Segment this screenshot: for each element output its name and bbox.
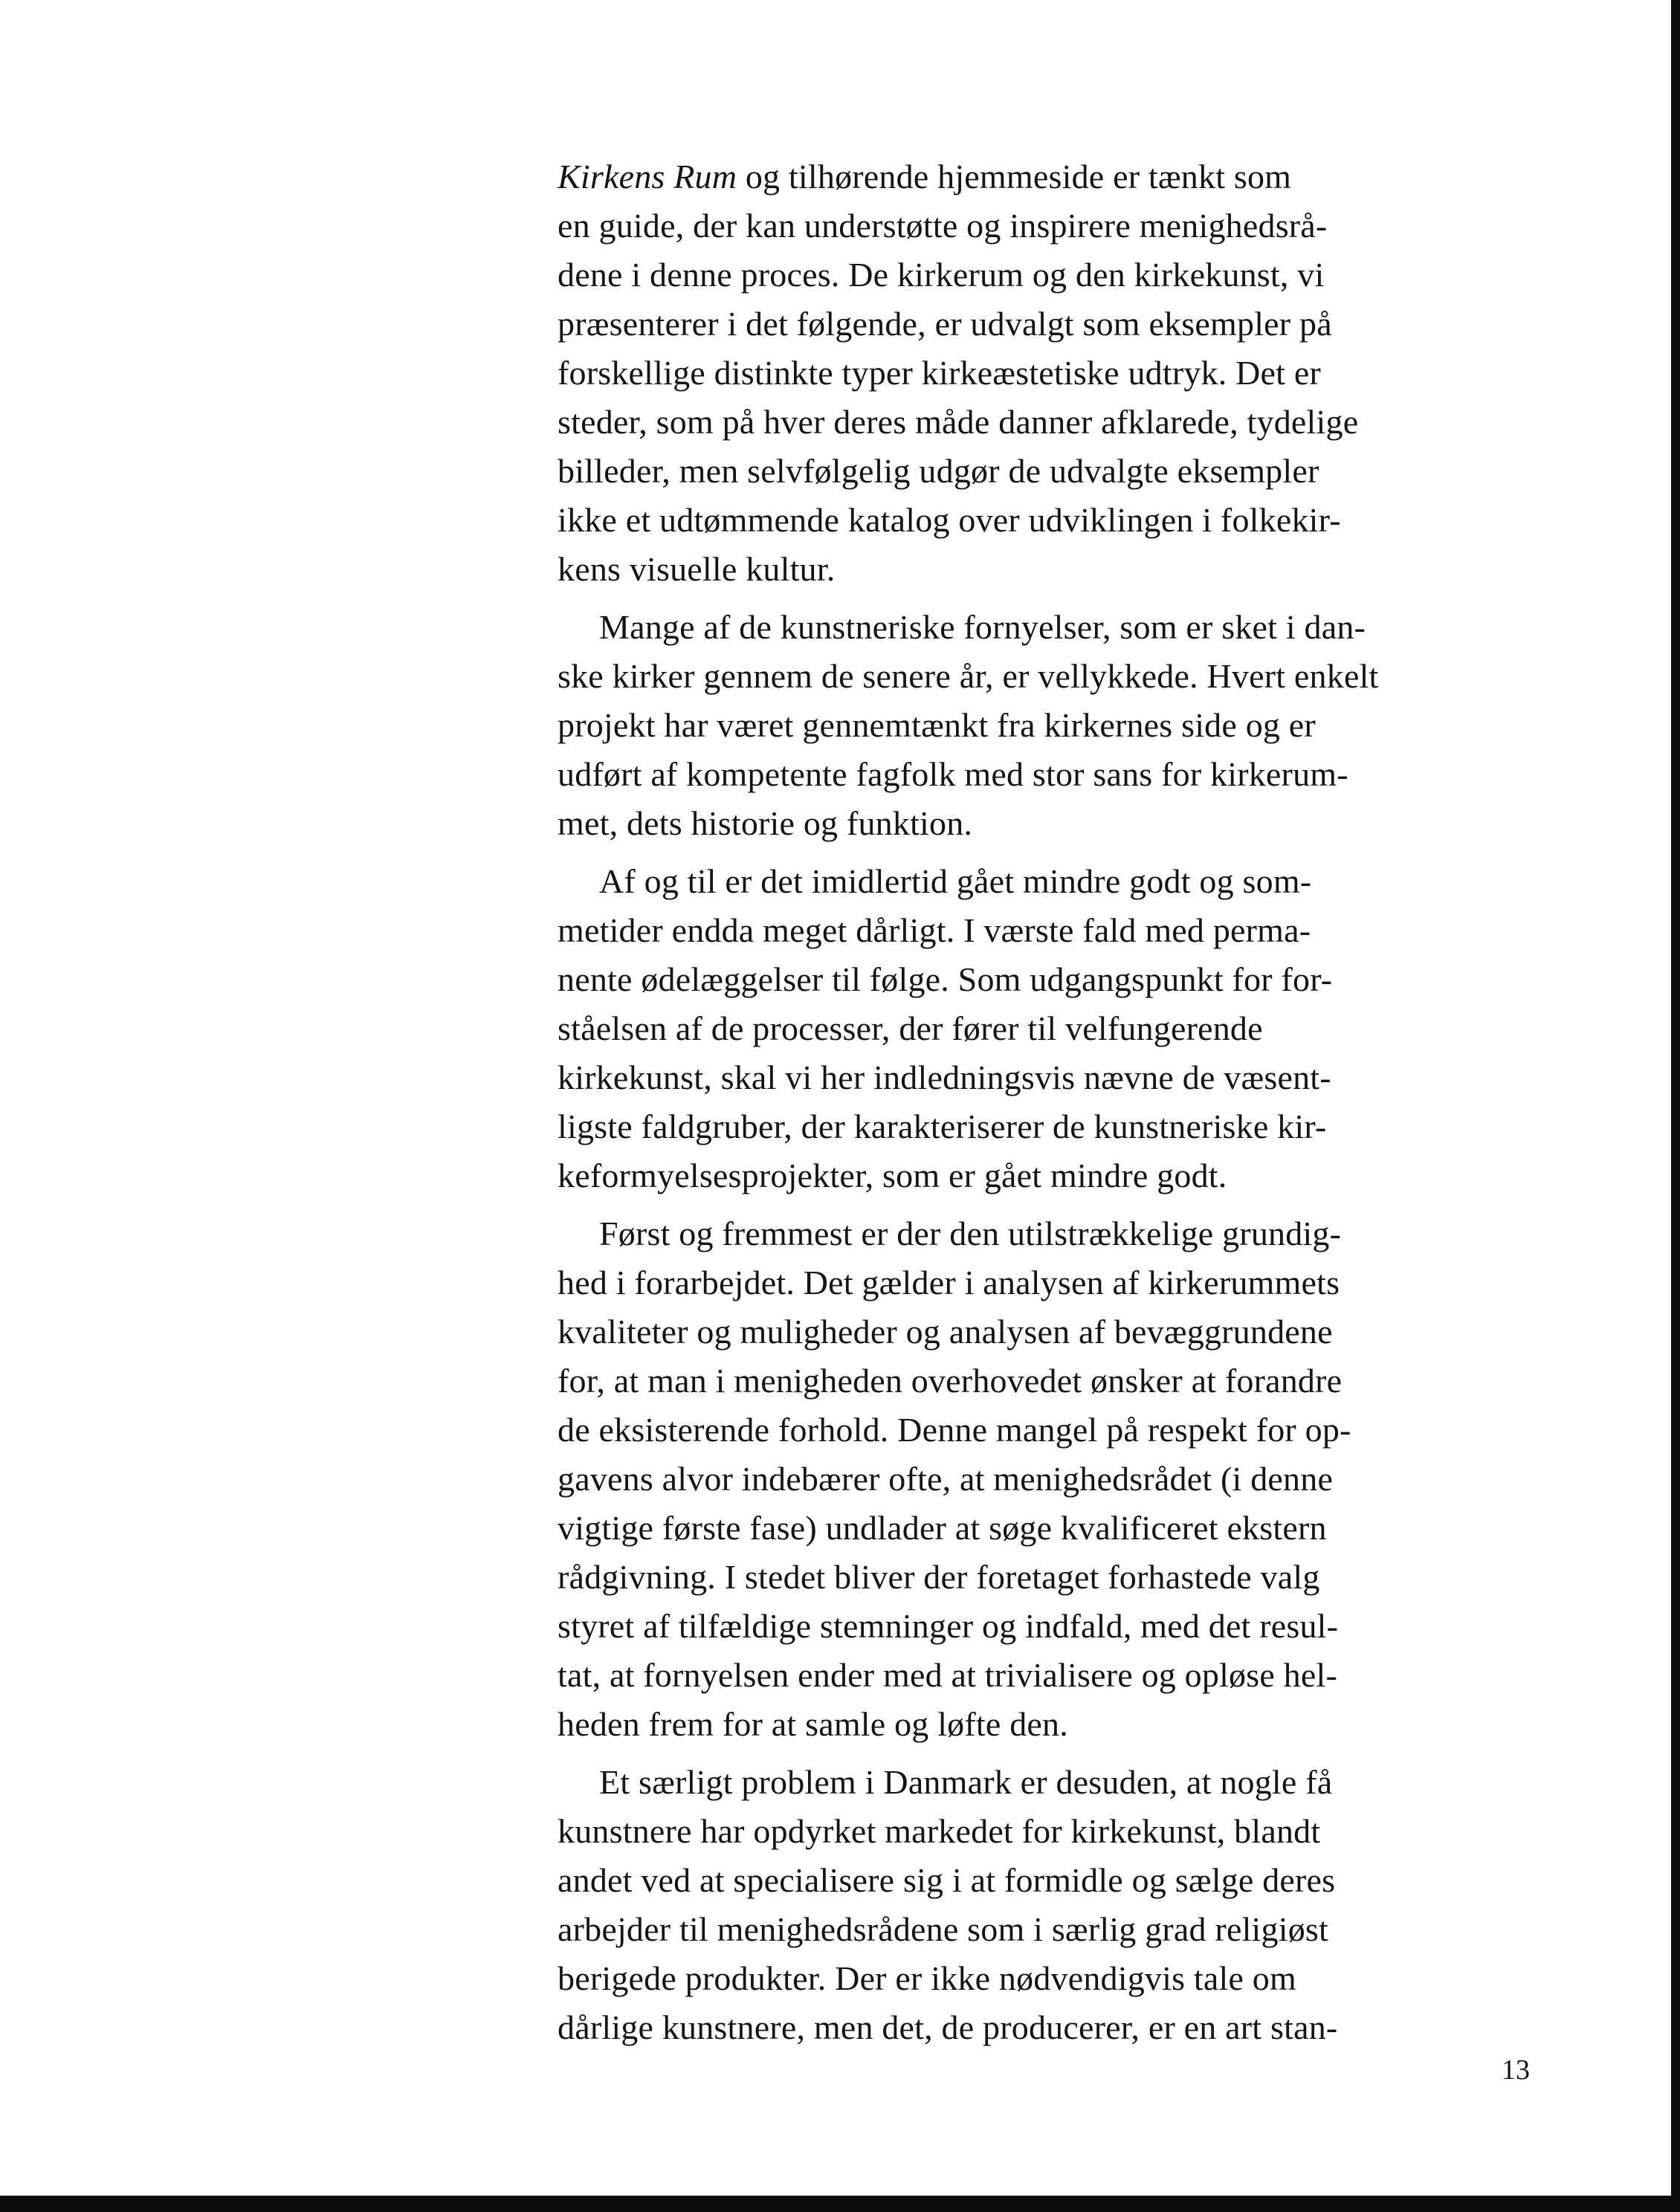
paragraph-1 (558, 152, 1513, 594)
page-right-edge (1671, 0, 1680, 2212)
text-line: udført af kompetente fagfolk med stor sans for kirkerum- (558, 755, 1348, 793)
text-line: steder, som på hver deres måde danner afklarede, tydelige (558, 403, 1359, 441)
paragraph-4 (558, 1209, 1513, 1749)
paragraph-2 (558, 603, 1513, 848)
text-line: kirkekunst, skal vi her indledningsvis nævne de væsent- (558, 1058, 1331, 1096)
text-line: kens visuelle kultur. (558, 550, 836, 588)
text-line: ske kirker gennem de senere år, er vellykkede. Hvert enkelt (558, 657, 1379, 695)
text-line: nente ødelæggelser til følge. Som udgangspunkt for for- (558, 960, 1333, 998)
page-number: 13 (1502, 2054, 1530, 2086)
text-line: Mange af de kunstneriske fornyelser, som er sket i dan- (599, 608, 1366, 646)
text-line: kunstnere har opdyrket markedet for kirkekunst, blandt (558, 1812, 1321, 1850)
text-line: tat, at fornyelsen ender med at trivialisere og opløse hel- (558, 1656, 1337, 1694)
text-line: styret af tilfældige stemninger og indfald, med det resul- (558, 1607, 1339, 1645)
body-text (558, 152, 1513, 2052)
text-line: billeder, men selvfølgelig udgør de udvalgte eksempler (558, 452, 1319, 490)
text-line: Først og fremmest er der den utilstrækkelige grundig- (599, 1215, 1342, 1252)
text-line: præsenterer i det følgende, er udvalgt som eksempler på (558, 305, 1332, 343)
text-line: dårlige kunstnere, men det, de producerer, er en art stan- (558, 2008, 1338, 2046)
text-line: Et særligt problem i Danmark er desuden, at nogle få (599, 1763, 1333, 1801)
paragraph-5 (558, 1758, 1513, 2052)
text-line: for, at man i menigheden overhovedet ønsker at forandre (558, 1362, 1343, 1400)
text-line: dene i denne proces. De kirkerum og den kirkekunst, vi (558, 256, 1325, 294)
text-line-rest: og tilhørende hjemmeside er tænkt som (737, 158, 1292, 195)
text-line: metider endda meget dårligt. I værste fald med perma- (558, 911, 1311, 949)
text-line: forskellige distinkte typer kirkeæstetiske udtryk. Det er (558, 354, 1321, 392)
text-line: rådgivning. I stedet bliver der foretaget forhastede valg (558, 1558, 1320, 1596)
text-line: en guide, der kan understøtte og inspirere menighedsrå- (558, 207, 1328, 245)
text-line: met, dets historie og funktion. (558, 804, 973, 842)
text-line: ikke et udtømmende katalog over udviklingen i folkekir- (558, 501, 1341, 539)
text-line: gavens alvor indebærer ofte, at menighedsrådet (i denne (558, 1460, 1334, 1498)
text-line: keformyelsesprojekter, som er gået mindre godt. (558, 1157, 1227, 1194)
page-bottom-edge (0, 2196, 1680, 2212)
text-line: ståelsen af de processer, der fører til velfungerende (558, 1009, 1263, 1047)
text-line: Af og til er det imidlertid gået mindre godt og som- (599, 862, 1312, 900)
text-line: heden frem for at samle og løfte den. (558, 1705, 1068, 1743)
text-line: ligste faldgruber, der karakteriserer de kunstneriske kir- (558, 1107, 1327, 1145)
text-line: berigede produkter. Der er ikke nødvendigvis tale om (558, 1959, 1296, 1997)
paragraph-3 (558, 857, 1513, 1200)
text-line: de eksisterende forhold. Denne mangel på respekt for op- (558, 1411, 1351, 1449)
text-line: vigtige første fase) undlader at søge kvalificeret ekstern (558, 1509, 1327, 1547)
text-line: arbejder til menighedsrådene som i særlig grad religiøst (558, 1910, 1328, 1948)
text-line: kvaliteter og muligheder og analysen af bevæggrundene (558, 1313, 1333, 1351)
text-line: hed i forarbejdet. Det gælder i analysen af kirkerummets (558, 1264, 1340, 1301)
text-line (558, 152, 1513, 201)
text-line: andet ved at specialisere sig i at formidle og sælge deres (558, 1861, 1336, 1899)
text-line: projekt har været gennemtænkt fra kirkernes side og er (558, 706, 1316, 744)
book-title: Kirkens Rum (558, 158, 737, 195)
